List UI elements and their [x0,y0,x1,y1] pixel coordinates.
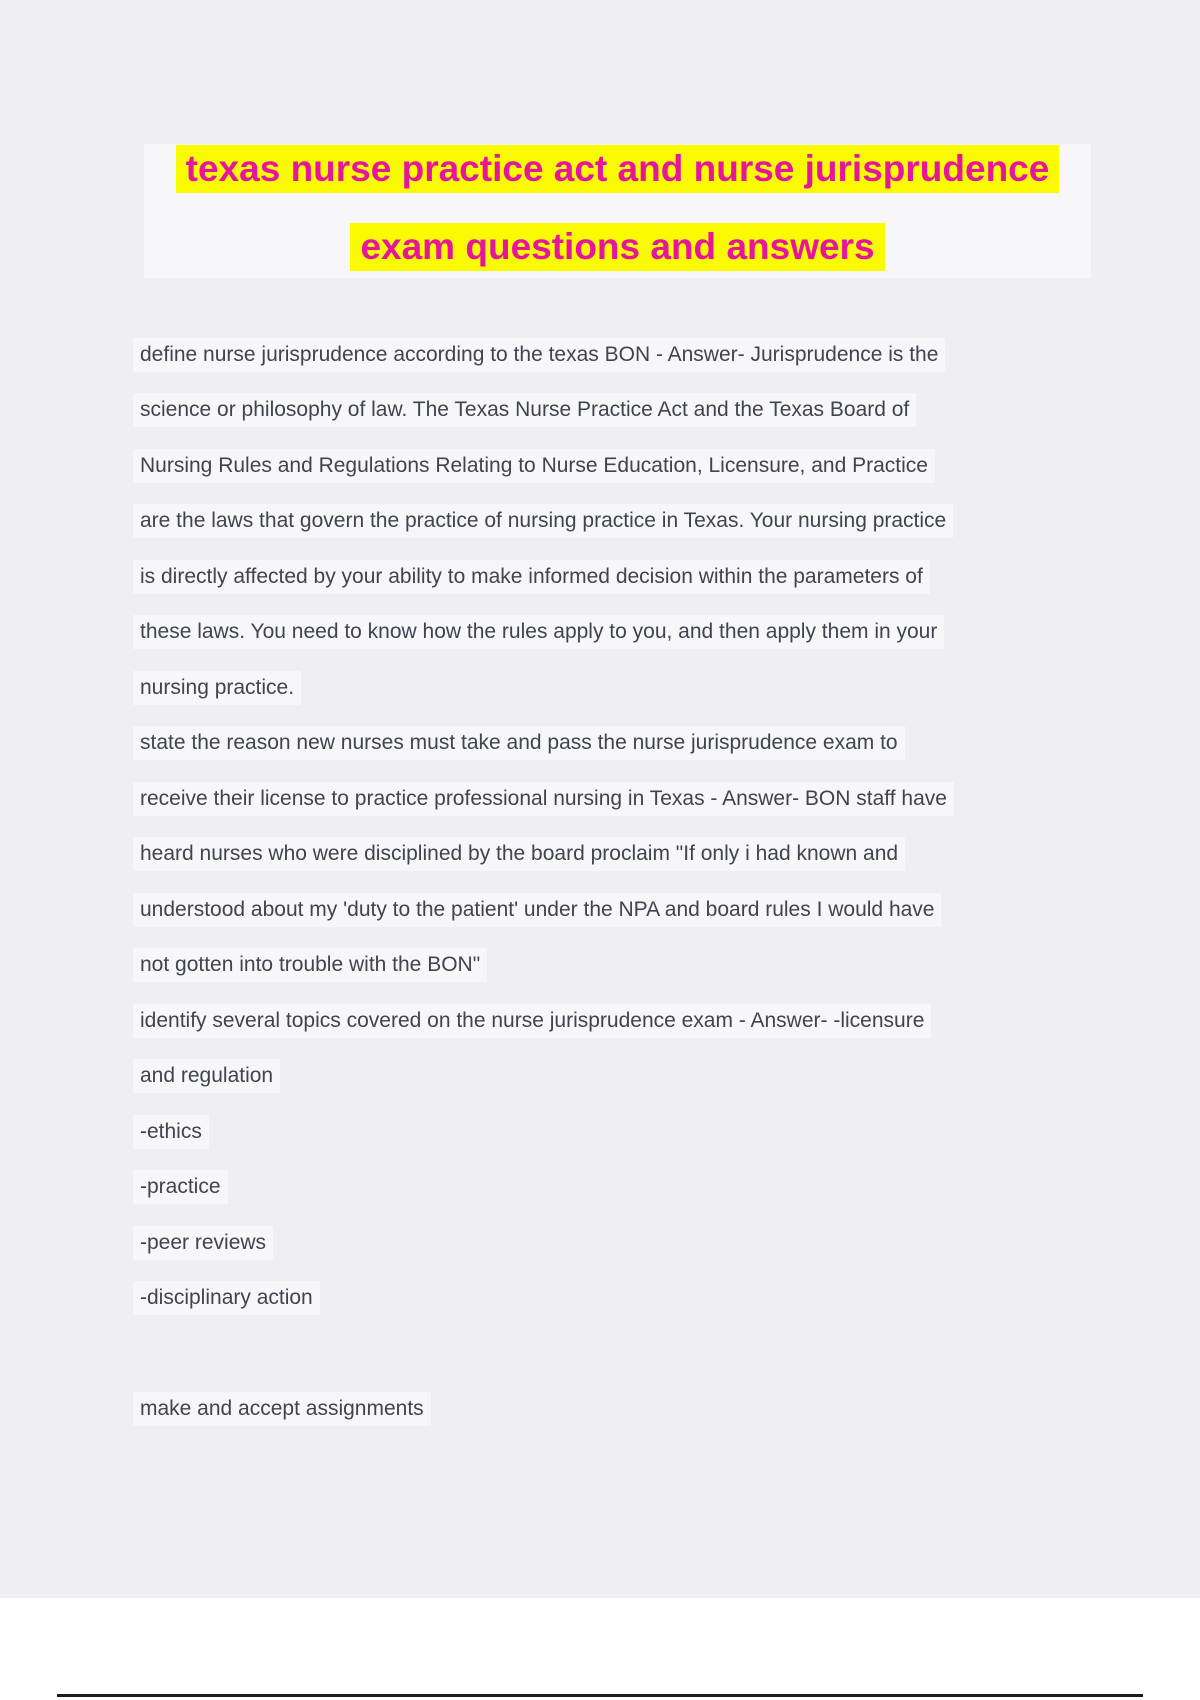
body-line-row [133,938,1083,994]
body-line-row [133,1049,1083,1105]
body-line-text: and regulation [133,1059,280,1093]
body-line-text: identify several topics covered on the nurse jurisprudence exam - Answer- -licensure [133,1004,931,1038]
body-line-text: are the laws that govern the practice of nursing practice in Texas. Your nursing practice [133,504,953,538]
page-footer [0,1598,1200,1700]
body-line-text: -practice [133,1170,228,1204]
body-line-row [133,660,1083,716]
body-line-row [133,771,1083,827]
body-line-row [133,1160,1083,1216]
body-line-row [133,438,1083,494]
footer-divider [57,1694,1143,1697]
document-title-line2: exam questions and answers [350,223,884,271]
body-line-row [133,882,1083,938]
body-line-text: -ethics [133,1115,209,1149]
body-line-text: -peer reviews [133,1226,273,1260]
body-line-row [133,605,1083,661]
body-line-text: Nursing Rules and Regulations Relating to Nurse Education, Licensure, and Practice [133,449,935,483]
body-line-row [133,1271,1083,1327]
body-line-text: nursing practice. [133,671,301,705]
body-line-row [133,1215,1083,1271]
body-line-row [133,1382,1083,1438]
body-line-row [133,549,1083,605]
body-line-text: not gotten into trouble with the BON" [133,948,487,982]
document-body [133,327,1083,1437]
body-line-row [133,1326,1083,1382]
title-line-1 [144,145,1091,201]
title-box [144,144,1091,278]
body-line-text: make and accept assignments [133,1392,431,1426]
title-line-2 [144,223,1091,279]
body-line-text: define nurse jurisprudence according to the texas BON - Answer- Jurisprudence is the [133,338,945,372]
body-line-row [133,993,1083,1049]
body-line-row [133,1104,1083,1160]
body-line-row [133,716,1083,772]
body-line-row [133,327,1083,383]
body-line-text: heard nurses who were disciplined by the board proclaim "If only i had known and [133,837,905,871]
body-line-row [133,383,1083,439]
body-line-text: is directly affected by your ability to make informed decision within the parameters of [133,560,930,594]
body-line-text: receive their license to practice professional nursing in Texas - Answer- BON staff have [133,782,954,816]
body-line-row [133,494,1083,550]
body-line-row [133,827,1083,883]
body-line-text: understood about my 'duty to the patient' under the NPA and board rules I would have [133,893,941,927]
document-title-line1: texas nurse practice act and nurse jurisprudence [176,145,1060,193]
body-line-text: these laws. You need to know how the rules apply to you, and then apply them in your [133,615,944,649]
body-line-text: science or philosophy of law. The Texas Nurse Practice Act and the Texas Board of [133,393,916,427]
body-line-text: -disciplinary action [133,1281,320,1315]
body-line-text: state the reason new nurses must take and pass the nurse jurisprudence exam to [133,726,905,760]
